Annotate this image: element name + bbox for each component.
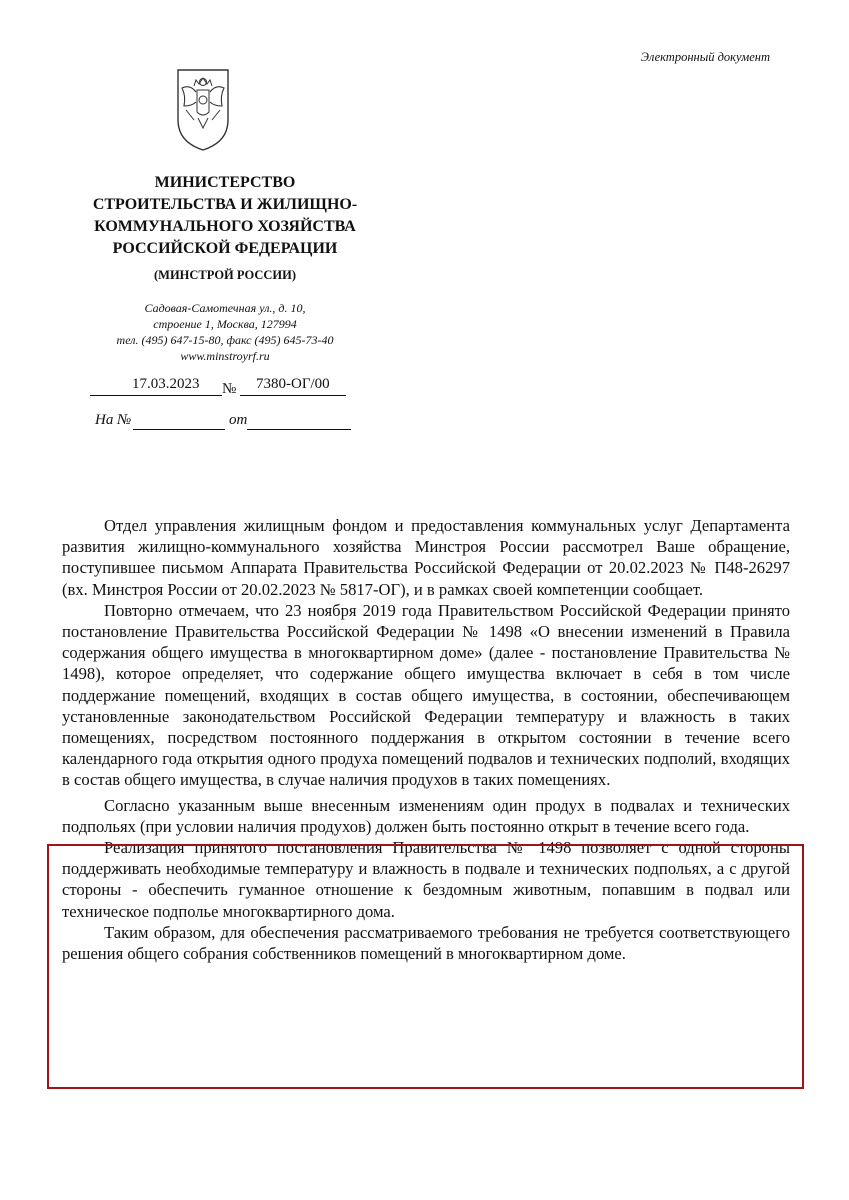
reference-number-label: На № [95, 412, 132, 428]
document-type-label: Электронный документ [640, 50, 770, 64]
ministry-short-name: (МИНСТРОЙ РОССИИ) [153, 268, 296, 282]
address-line: Садовая-Самотечная ул., д. 10, [144, 301, 306, 315]
reference-date-underline [247, 429, 351, 430]
date-underline [90, 395, 222, 396]
address-line: тел. (495) 647-15-80, факс (495) 645-73-40 [116, 333, 334, 347]
ministry-name-line: СТРОИТЕЛЬСТВА И ЖИЛИЩНО- [92, 196, 358, 213]
paragraph: Повторно отмечаем, что 23 ноября 2019 года Правительством Российской Федерации принято постановление Правительства Российской Федерации № 1498 «О внесении изменений в Правила содержания общего имущества в многоквартирном доме» (далее - постановление Правительства № 1498), которое определяет, что содержание общего имущества включает в себя в том числе поддержание помещений, входящих в состав общего имущества, в состоянии, обеспечивающем установленные законодательством Российской Федерации температуру и влажность в таких помещениях, посредством постоянного поддержания в открытом состоянии в течение всего календарного года открытия одного продуха помещений подвалов и технических подполий, входящих в состав общего имущества, в случае наличия продухов в таких помещениях. [62, 600, 790, 790]
registration-date: 17.03.2023 [132, 376, 200, 392]
paragraph: Согласно указанным выше внесенным изменениям один продух в подвалах и технических подпольях (при условии наличия продухов) должен быть постоянно открыт в течение всего года. [62, 795, 790, 836]
ministry-name-line: МИНИСТЕРСТВО [154, 174, 296, 191]
paragraph: Реализация принятого постановления Правительства № 1498 позволяет с одной стороны поддерживать необходимые температуру и влажность в подвале и технических подпольях, а с другой стороны - обеспечить гуманное отношение к бездомным животным, попавшим в подвал или техническое подполье многоквартирного дома. [62, 838, 790, 921]
reference-number-underline [133, 429, 225, 430]
coat-of-arms-icon [172, 62, 234, 154]
registration-number: 7380-ОГ/00 [256, 376, 330, 392]
address-line: www.minstroyrf.ru [180, 349, 270, 363]
number-underline [240, 395, 346, 396]
registration-line [90, 368, 350, 396]
ministry-address [50, 300, 400, 364]
ministry-name-line: РОССИЙСКОЙ ФЕДЕРАЦИИ [112, 240, 338, 257]
reference-date-label: от [229, 412, 248, 428]
paragraph: Отдел управления жилищным фондом и предоставления коммунальных услуг Департамента развития жилищно-коммунального хозяйства Минстроя России рассмотрел Ваше обращение, поступившее письмом Аппарата Правительства Российской Федерации от 20.02.2023 № П48-26297 (вх. Минстроя России от 20.02.2023 № 5817-ОГ), и в рамках своей компетенции сообщает. [62, 516, 790, 599]
ministry-name [50, 172, 400, 260]
reference-line [95, 410, 355, 432]
address-line: строение 1, Москва, 127994 [153, 317, 297, 331]
paragraph: Таким образом, для обеспечения рассматриваемого требования не требуется соответствующего решения общего собрания собственников помещений в многоквартирном доме. [62, 922, 790, 964]
ministry-name-line: КОММУНАЛЬНОГО ХОЗЯЙСТВА [94, 218, 356, 235]
highlight-frame [47, 844, 804, 1089]
number-sign: № [222, 381, 237, 397]
